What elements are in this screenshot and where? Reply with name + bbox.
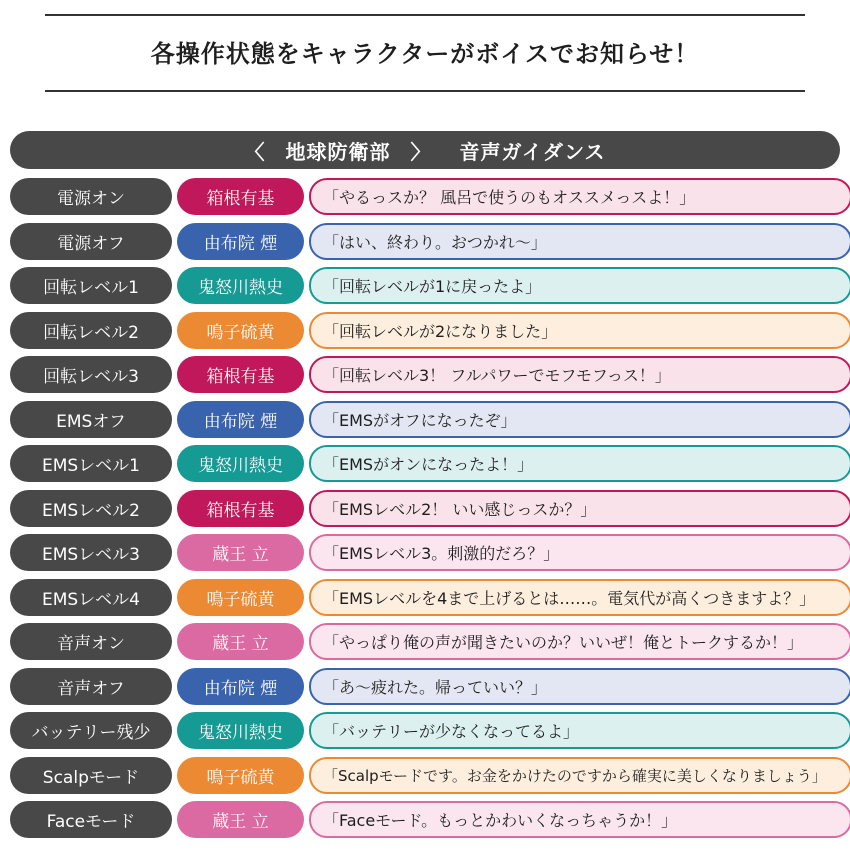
voice-quote-text: 「やるっスか？ 風呂で使うのもオススメっスよ！」 bbox=[323, 188, 696, 207]
state-label: バッテリー残少 bbox=[10, 712, 172, 749]
voice-quote-text: 「Faceモード。もっとかわいくなっちゃうか！」 bbox=[323, 811, 678, 830]
guidance-row bbox=[10, 223, 840, 260]
voice-guidance-list bbox=[10, 178, 840, 846]
section-header bbox=[10, 131, 840, 169]
guidance-row bbox=[10, 623, 840, 660]
voice-quote bbox=[309, 267, 850, 304]
character-badge: 鬼怒川熱史 bbox=[177, 445, 304, 482]
guidance-row bbox=[10, 534, 840, 571]
character-badge: 由布院 煙 bbox=[177, 668, 304, 705]
voice-quote-text: 「回転レベル3！ フルパワーでモフモフっス！」 bbox=[323, 366, 671, 385]
voice-quote bbox=[309, 757, 850, 794]
voice-quote-text: 「EMSレベル3。刺激的だろ？」 bbox=[323, 544, 560, 563]
voice-quote-text: 「EMSレベルを4まで上げるとは……。電気代が高くつきますよ？」 bbox=[323, 588, 816, 608]
state-label: 音声オフ bbox=[10, 668, 172, 705]
section-subtitle: 音声ガイダンス bbox=[459, 139, 606, 164]
voice-quote-text: 「EMSがオフになったぞ」 bbox=[323, 410, 517, 430]
voice-quote bbox=[309, 668, 850, 705]
voice-quote-text: 「回転レベルが2になりました」 bbox=[323, 321, 558, 341]
state-label: Scalpモード bbox=[10, 757, 172, 794]
guidance-row bbox=[10, 178, 840, 215]
voice-quote bbox=[309, 356, 850, 393]
state-label: EMSオフ bbox=[10, 401, 172, 438]
voice-quote bbox=[309, 712, 850, 749]
guidance-row bbox=[10, 757, 840, 794]
bottom-rule bbox=[45, 90, 805, 92]
voice-quote bbox=[309, 178, 850, 215]
state-label: 回転レベル1 bbox=[10, 267, 172, 304]
voice-quote bbox=[309, 223, 850, 260]
voice-quote bbox=[309, 623, 850, 660]
character-badge: 鬼怒川熱史 bbox=[177, 267, 304, 304]
voice-quote bbox=[309, 401, 850, 438]
voice-quote-text: 「はい、終わり。おつかれ～」 bbox=[323, 232, 547, 252]
voice-quote bbox=[309, 312, 850, 349]
guidance-row bbox=[10, 312, 840, 349]
state-label: 電源オン bbox=[10, 178, 172, 215]
state-label: 回転レベル3 bbox=[10, 356, 172, 393]
character-badge: 蔵王 立 bbox=[177, 534, 304, 571]
character-badge: 由布院 煙 bbox=[177, 401, 304, 438]
voice-quote-text: 「バッテリーが少なくなってるよ」 bbox=[323, 722, 580, 741]
character-badge: 鳴子硫黄 bbox=[177, 579, 304, 616]
state-label: EMSレベル4 bbox=[10, 579, 172, 616]
voice-quote bbox=[309, 445, 850, 482]
guidance-row bbox=[10, 490, 840, 527]
guidance-row bbox=[10, 801, 840, 838]
section-bracket-close: 〉 bbox=[410, 139, 432, 164]
guidance-row bbox=[10, 445, 840, 482]
state-label: 電源オフ bbox=[10, 223, 172, 260]
character-badge: 箱根有基 bbox=[177, 356, 304, 393]
state-label: EMSレベル1 bbox=[10, 445, 172, 482]
state-label: Faceモード bbox=[10, 801, 172, 838]
character-badge: 鳴子硫黄 bbox=[177, 312, 304, 349]
guidance-row bbox=[10, 712, 840, 749]
character-badge: 蔵王 立 bbox=[177, 801, 304, 838]
voice-quote-text: 「EMSがオンになったよ！」 bbox=[323, 455, 534, 474]
voice-quote bbox=[309, 490, 850, 527]
page-title: 各操作状態をキャラクターがボイスでお知らせ！ bbox=[150, 40, 700, 68]
voice-quote-text: 「EMSレベル2！ いい感じっスか？」 bbox=[323, 499, 597, 519]
guidance-row bbox=[10, 267, 840, 304]
character-badge: 鳴子硫黄 bbox=[177, 757, 304, 794]
guidance-row bbox=[10, 401, 840, 438]
voice-quote bbox=[309, 534, 850, 571]
voice-quote bbox=[309, 801, 850, 838]
state-label: 回転レベル2 bbox=[10, 312, 172, 349]
state-label: EMSレベル3 bbox=[10, 534, 172, 571]
character-badge: 箱根有基 bbox=[177, 490, 304, 527]
top-rule bbox=[45, 14, 805, 16]
voice-quote-text: 「回転レベルが1に戻ったよ」 bbox=[323, 277, 542, 296]
section-bracket-open: 〈 bbox=[244, 139, 266, 164]
voice-quote-text: 「やっぱり俺の声が聞きたいのか？いいぜ！俺とトークするか！」 bbox=[323, 633, 804, 652]
character-badge: 由布院 煙 bbox=[177, 223, 304, 260]
section-name: 地球防衛部 bbox=[285, 139, 391, 164]
voice-quote bbox=[309, 579, 850, 616]
guidance-row bbox=[10, 668, 840, 705]
state-label: 音声オン bbox=[10, 623, 172, 660]
guidance-row bbox=[10, 356, 840, 393]
character-badge: 箱根有基 bbox=[177, 178, 304, 215]
voice-quote-text: 「あ～疲れた。帰っていい？」 bbox=[323, 677, 548, 697]
character-badge: 蔵王 立 bbox=[177, 623, 304, 660]
state-label: EMSレベル2 bbox=[10, 490, 172, 527]
guidance-row bbox=[10, 579, 840, 616]
voice-quote-text: 「Scalpモードです。お金をかけたのですから確実に美しくなりましょう」 bbox=[323, 766, 827, 785]
character-badge: 鬼怒川熱史 bbox=[177, 712, 304, 749]
